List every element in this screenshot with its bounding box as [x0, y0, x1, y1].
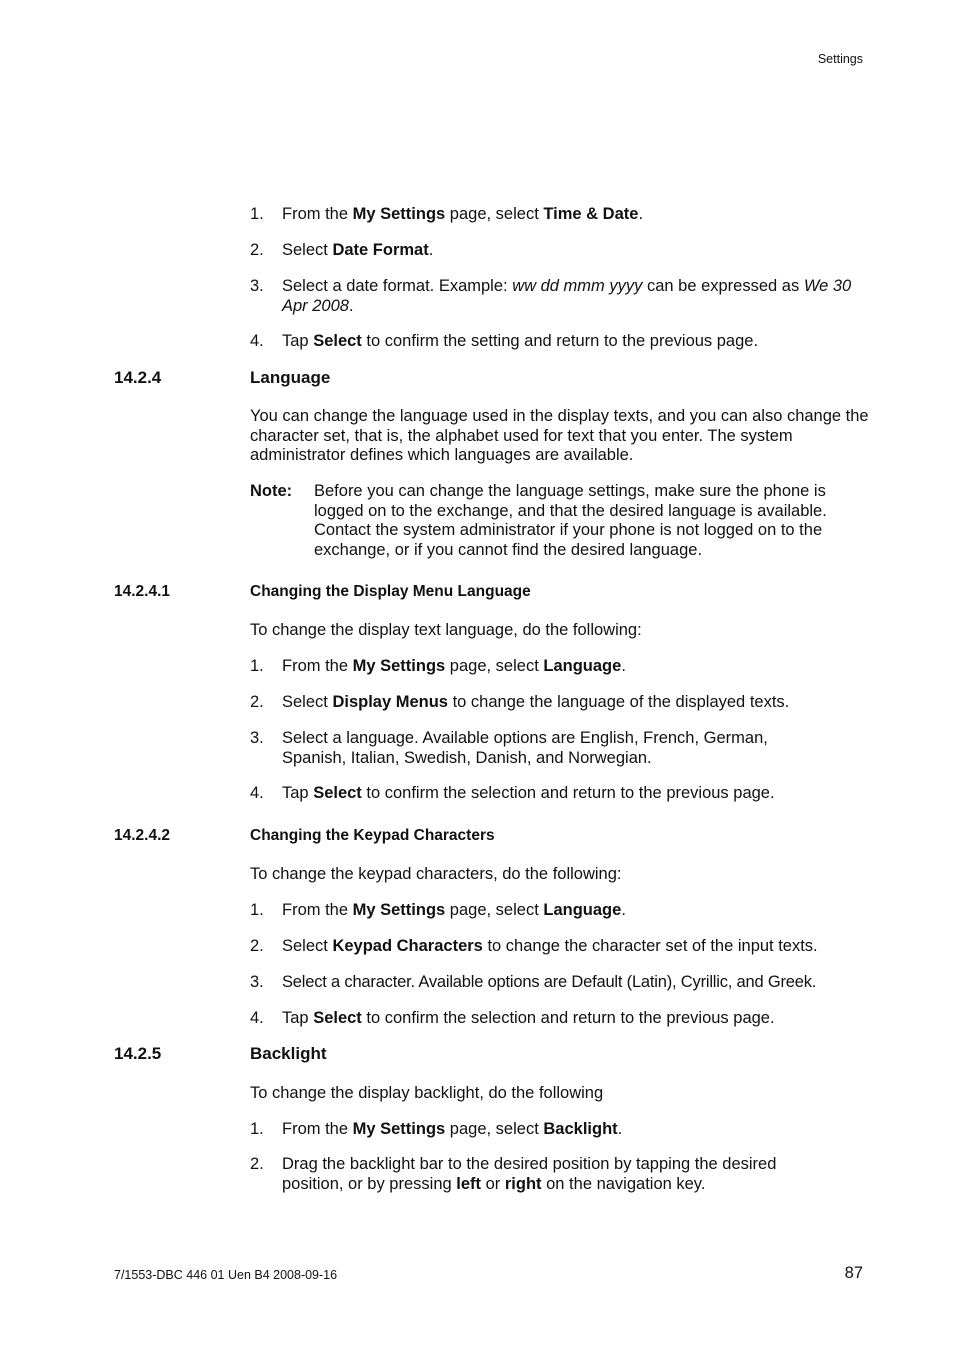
page-number: 87	[844, 1264, 863, 1282]
section-number: 14.2.5	[114, 1044, 162, 1063]
step-number: 4.	[250, 784, 264, 802]
step-number: 1.	[250, 657, 264, 675]
step-text: From the My Settings page, select Language.	[282, 901, 626, 919]
step-text: From the My Settings page, select Language.	[282, 657, 626, 675]
section-intro: You can change the language used in the display texts, and you can also change the character set, that is, the alphabet used for text that you enter. The system administrator defines which languages are available.	[250, 407, 869, 464]
step-text: Select Date Format.	[282, 241, 434, 259]
step-number: 3.	[250, 277, 264, 295]
step-number: 4.	[250, 1009, 264, 1027]
subsection-title: Changing the Keypad Characters	[250, 827, 495, 844]
step-text: Tap Select to confirm the selection and return to the previous page.	[282, 1009, 775, 1027]
step-number: 1.	[250, 1120, 264, 1138]
section-title: Backlight	[250, 1044, 327, 1063]
step-number: 3.	[250, 729, 264, 747]
subsection-number: 14.2.4.1	[114, 583, 171, 600]
step-number: 4.	[250, 332, 264, 350]
subsection-intro: To change the display text language, do the following:	[250, 621, 642, 639]
document-id: 7/1553-DBC 446 01 Uen B4 2008-09-16	[114, 1268, 338, 1282]
step-number: 2.	[250, 937, 264, 955]
step-text: Tap Select to confirm the selection and return to the previous page.	[282, 784, 775, 802]
section-intro: To change the display backlight, do the following	[250, 1084, 604, 1102]
step-text: Select Keypad Characters to change the character set of the input texts.	[282, 937, 818, 955]
running-header: Settings	[817, 52, 863, 66]
step-number: 2.	[250, 1155, 264, 1173]
step-text: From the My Settings page, select Backlight.	[282, 1120, 623, 1138]
step-number: 2.	[250, 241, 264, 259]
step-text: Select Display Menus to change the language of the displayed texts.	[282, 693, 790, 711]
step-text: Drag the backlight bar to the desired position by tapping the desired position, or by pressing left or right on the navigation key.	[282, 1155, 777, 1193]
subsection-title: Changing the Display Menu Language	[250, 583, 531, 600]
section-number: 14.2.4	[114, 368, 162, 387]
step-text: Select a character. Available options are Default (Latin), Cyrillic, and Greek.	[282, 973, 817, 991]
step-number: 1.	[250, 901, 264, 919]
step-text: Select a date format. Example: ww dd mmm yyyy can be expressed as We 30 Apr 2008.	[282, 277, 852, 315]
note-label: Note:	[250, 482, 293, 500]
step-number: 3.	[250, 973, 264, 991]
section-title: Language	[250, 368, 331, 387]
subsection-intro: To change the keypad characters, do the following:	[250, 865, 622, 883]
step-number: 2.	[250, 693, 264, 711]
step-text: Select a language. Available options are English, French, German, Spanish, Italian, Swedish, Danish, and Norwegian.	[282, 729, 768, 767]
step-number: 1.	[250, 205, 264, 223]
step-text: Tap Select to confirm the setting and return to the previous page.	[282, 332, 759, 350]
step-text: From the My Settings page, select Time & Date.	[282, 205, 644, 223]
note-text: Before you can change the language settings, make sure the phone is logged on to the exchange, and that the desired language is available. Contact the system administrator if your phone is not logged on to the exchange, or if you cannot find the desired language.	[314, 482, 827, 559]
subsection-number: 14.2.4.2	[114, 827, 171, 844]
